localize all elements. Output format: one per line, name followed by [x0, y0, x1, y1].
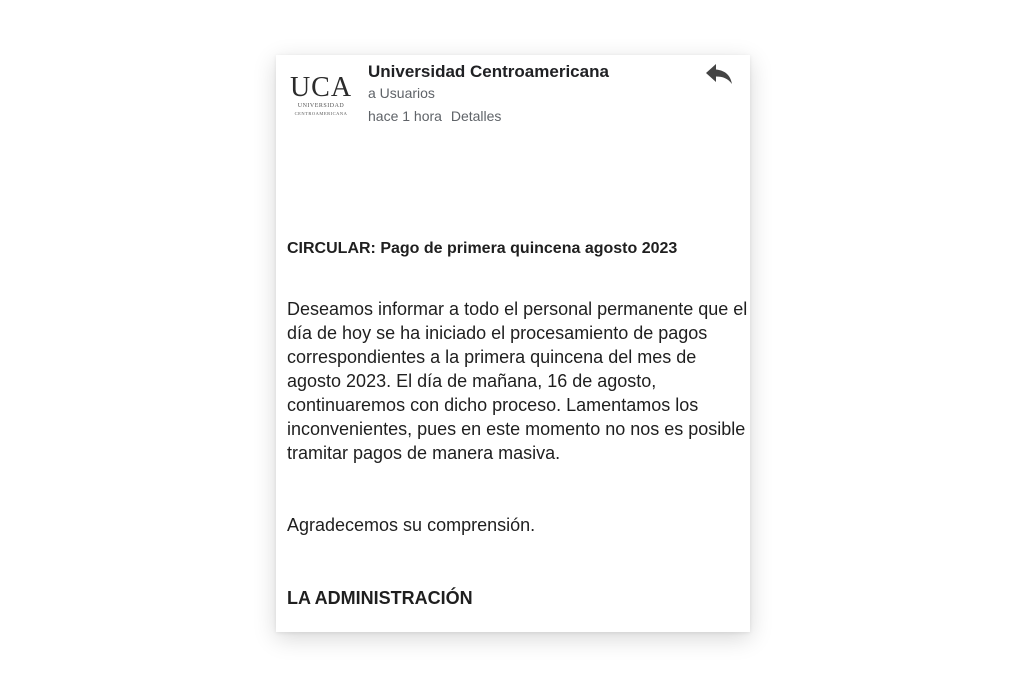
uca-logo-icon — [288, 73, 354, 121]
reply-icon — [704, 61, 734, 87]
email-header — [276, 55, 750, 145]
details-link[interactable]: Detalles — [450, 108, 502, 124]
logo-subtitle-1: UNIVERSIDAD — [297, 103, 345, 109]
email-card — [276, 55, 750, 632]
reply-button[interactable] — [704, 61, 738, 89]
email-subject: CIRCULAR: Pago de primera quincena agosto 2023 — [287, 240, 678, 257]
recipient-line: a Usuarios — [368, 85, 435, 101]
logo-subtitle-2: CENTROAMERICANA — [294, 111, 348, 116]
body-paragraph-1: Deseamos informar a todo el personal permanente que el día de hoy se ha iniciado el procesamiento de pagos correspondientes a la primera quincena del mes de agosto 2023. El día de mañana, 16 de agosto, continuaremos con dicho proceso. Lamentamos los inconvenientes, pues en este momento no nos es posible tramitar pagos de manera masiva. — [287, 299, 748, 463]
meta-row — [368, 108, 501, 124]
timestamp: hace 1 hora — [368, 108, 442, 124]
body-paragraph-2: Agradecemos su comprensión. — [287, 515, 536, 535]
logo-text: UCA — [289, 72, 353, 103]
sender-name: Universidad Centroamericana — [368, 62, 609, 81]
email-signature: LA ADMINISTRACIÓN — [287, 588, 473, 608]
